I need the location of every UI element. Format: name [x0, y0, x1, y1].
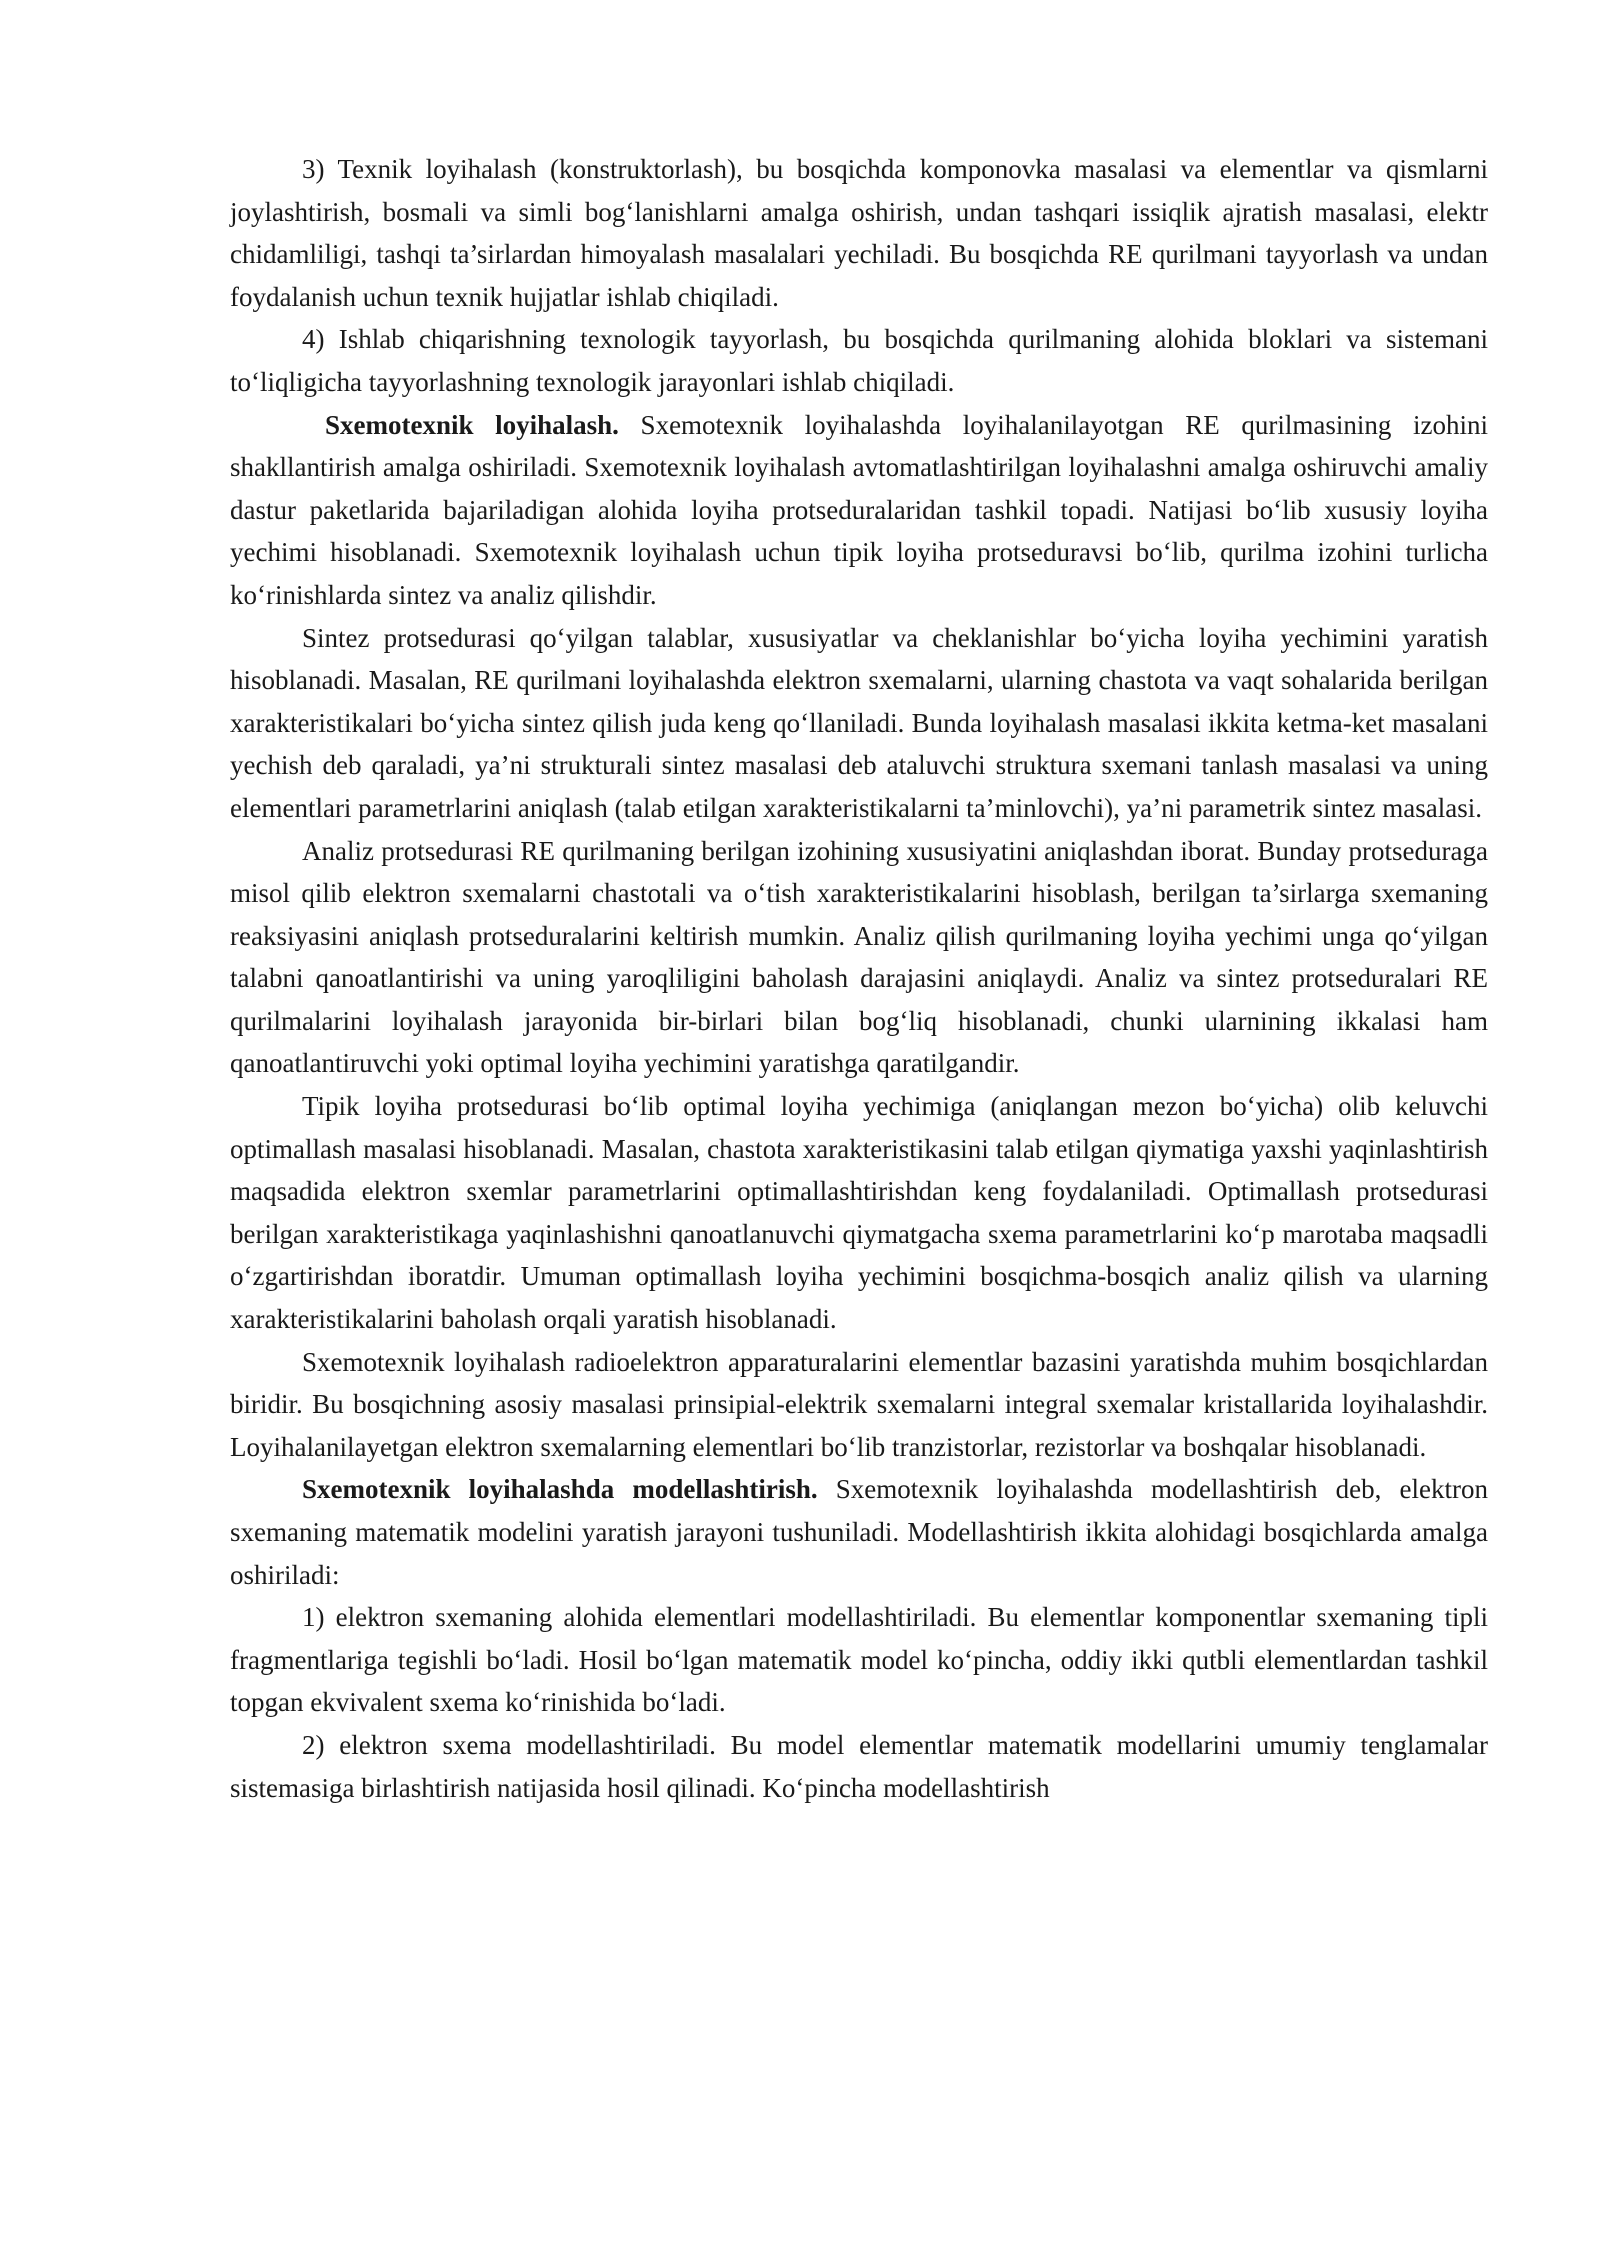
paragraph-step-one — [230, 1596, 1488, 1724]
paragraph-step-two — [230, 1724, 1488, 1809]
paragraph-text: 3) Texnik loyihalash (konstruktorlash), bu bosqichda komponovka masalasi va elementlar va qismlarni joylashtirish, bosmali va simli bog‘lanishlarni amalga oshirish, undan tashqari issiqlik ajratish masalasi, elektr chidamliligi, tashqi ta’sirlardan himoyalash masalalari yechiladi. Bu bosqichda RE qurilmani tayyorlash va undan foydalanish uchun texnik hujjatlar ishlab chiqiladi. — [230, 154, 1488, 312]
paragraph-technical-design — [230, 148, 1488, 318]
document-page — [230, 148, 1488, 1809]
section-heading-modeling: Sxemotexnik loyihalashda modellashtirish. — [302, 1474, 818, 1505]
paragraph-text: Analiz protsedurasi RE qurilmaning berilgan izohining xususiyatini aniqlashdan iborat. Bunday protseduraga misol qilib elektron sxemalarni chastotali va o‘tish xarakteristikalarini hisoblash, berilgan ta’sirlarga sxemaning reaksiyasini aniqlash protseduralarini keltirish mumkin. Analiz qilish qurilmaning loyiha yechimi unga qo‘yilgan talabni qanoatlantirishi va uning yaroqliligini baholash darajasini aniqlaydi. Analiz va sintez protseduralari RE qurilmalarini loyihalash jarayonida bir-birlari bilan bog‘liq hisoblanadi, chunki ularnining ikkalasi ham qanoatlantiruvchi yoki optimal loyiha yechimini yaratishga qaratilgandir. — [230, 835, 1488, 1079]
paragraph-text: Tipik loyiha protsedurasi bo‘lib optimal loyiha yechimiga (aniqlangan mezon bo‘yicha) olib keluvchi optimallash masalasi hisoblanadi. Masalan, chastota xarakteristikasini talab etilgan qiymatiga yaxshi yaqinlashtirish maqsadida elektron sxemlar parametrlarini optimallashtirishdan keng foydalaniladi. Optimallash protsedurasi berilgan xarakteristikaga yaqinlashishni qanoatlanuvchi qiymatgacha sxema parametrlarini ko‘p marotaba maqsadli o‘zgartirishdan iboratdir. Umuman optimallash loyiha yechimini bosqichma-bosqich analiz qilish va ularning xarakteristikalarini baholash orqali yaratish hisoblanadi. — [230, 1091, 1488, 1335]
paragraph-text: Sintez protsedurasi qo‘yilgan talablar, xususiyatlar va cheklanishlar bo‘yicha loyiha yechimini yaratish hisoblanadi. Masalan, RE qurilmani loyihalashda elektron sxemalarni, ularning chastota va vaqt sohalarida berilgan xarakteristikalari bo‘yicha sintez qilish juda keng qo‘llaniladi. Bunda loyihalash masalasi ikkita ketma-ket masalani yechish deb qaraladi, ya’ni strukturali sintez masalasi deb ataluvchi struktura sxemani tanlash masalasi va uning elementlari parametrlarini aniqlash (talab etilgan xarakteristikalarni ta’minlovchi), ya’ni parametrik sintez masalasi. — [230, 622, 1488, 823]
paragraph-text: Sxemotexnik loyihalash radioelektron apparaturalarini elementlar bazasini yaratishda muhim bosqichlardan biridir. Bu bosqichning asosiy masalasi prinsipial-elektrik sxemalarni integral sxemalar kristallarida loyihalashdir. Loyihalanilayetgan elektron sxemalarning elementlari bo‘lib tranzistorlar, rezistorlar va boshqalar hisoblanadi. — [230, 1346, 1488, 1462]
paragraph-text: 4) Ishlab chiqarishning texnologik tayyorlash, bu bosqichda qurilmaning alohida bloklari va sistemani to‘liqligicha tayyorlashning texnologik jarayonlari ishlab chiqiladi. — [230, 324, 1488, 397]
paragraph-text: 1) elektron sxemaning alohida elementlari modellashtiriladi. Bu elementlar komponentlar sxemaning tipli fragmentlariga tegishli bo‘ladi. Hosil bo‘lgan matematik model ko‘pincha, oddiy ikki qutbli elementlardan tashkil topgan ekvivalent sxema ko‘rinishida bo‘ladi. — [230, 1602, 1488, 1718]
paragraph-synthesis — [230, 617, 1488, 830]
paragraph-text: Sxemotexnik loyihalashda modellashtirish deb, elektron sxemaning matematik modelini yaratish jarayoni tushuniladi. Modellashtirish ikkita alohidagi bosqichlarda amalga oshiriladi: — [230, 1474, 1488, 1590]
paragraph-analysis — [230, 830, 1488, 1086]
paragraph-text: 2) elektron sxema modellashtiriladi. Bu model elementlar matematik modellarini umumiy tenglamalar sistemasiga birlashtirish natijasida hosil qilinadi. Ko‘pincha modellashtirish — [230, 1729, 1488, 1803]
paragraph-schematic-design — [230, 404, 1488, 617]
section-heading-schematic-design: Sxemotexnik loyihalash. — [325, 409, 619, 440]
paragraph-element-base — [230, 1341, 1488, 1469]
paragraph-production-preparation — [230, 318, 1488, 403]
paragraph-optimization — [230, 1085, 1488, 1341]
paragraph-modeling — [230, 1468, 1488, 1596]
paragraph-text: Sxemotexnik loyihalashda loyihalanilayotgan RE qurilmasining izohini shakllantirish amalga oshiriladi. Sxemotexnik loyihalash avtomatlashtirilgan loyihalashni amalga oshiruvchi amaliy dastur paketlarida bajariladigan alohida loyiha protseduralaridan tashkil topadi. Natijasi bo‘lib xususiy loyiha yechimi hisoblanadi. Sxemotexnik loyihalash uchun tipik loyiha protseduravsi bo‘lib, qurilma izohini turlicha ko‘rinishlarda sintez va analiz qilishdir. — [230, 409, 1489, 610]
